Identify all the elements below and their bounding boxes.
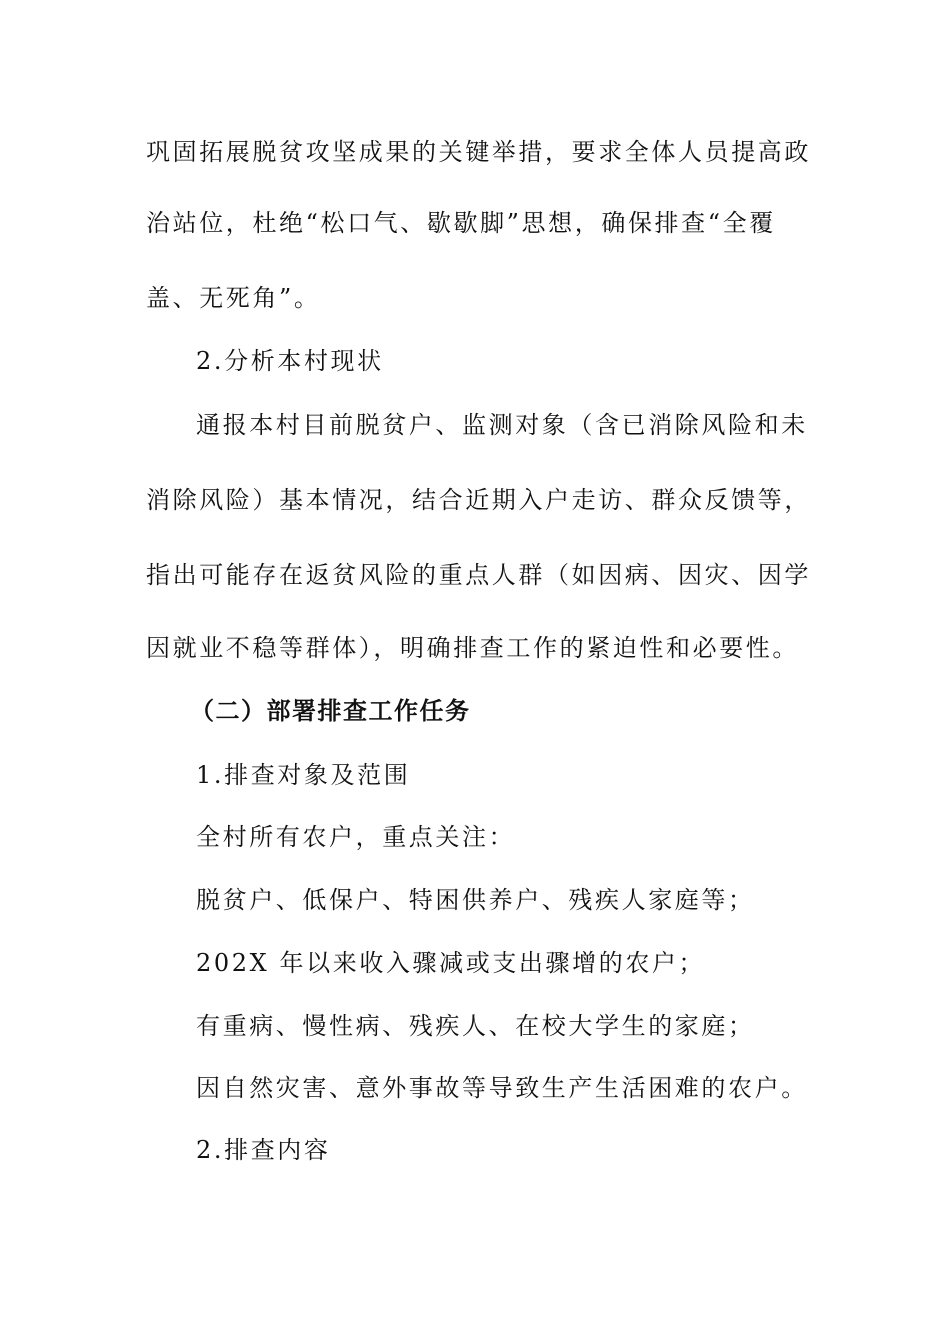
paragraph-line: 巩固拓展脱贫攻坚成果的关键举措，要求全体人员提高政 [146,138,811,166]
list-item: 202X 年以来收入骤减或支出骤增的农户； [196,949,706,977]
subheading: 2.分析本村现状 [196,347,384,375]
subheading: 1.排查对象及范围 [196,761,411,789]
list-item: 有重病、慢性病、残疾人、在校大学生的家庭； [196,1012,755,1040]
paragraph-line: 指出可能存在返贫风险的重点人群（如因病、因灾、因学 [146,561,811,589]
paragraph-line: 通报本村目前脱贫户、监测对象（含已消除风险和未 [196,411,808,439]
paragraph-line: 消除风险）基本情况，结合近期入户走访、群众反馈等， [146,486,811,514]
list-item: 因自然灾害、意外事故等导致生产生活困难的农户。 [196,1074,808,1102]
list-item: 脱贫户、低保户、特困供养户、残疾人家庭等； [196,886,755,914]
paragraph-line: 因就业不稳等群体），明确排查工作的紧迫性和必要性。 [146,634,799,662]
subheading: 2.排查内容 [196,1136,331,1164]
paragraph-line: 治站位，杜绝“松口气、歇歇脚”思想，确保排查“全覆 [146,209,776,237]
scope-intro: 全村所有农户，重点关注： [196,823,516,851]
section-heading: （二）部署排查工作任务 [190,696,471,725]
paragraph-line: 盖、无死角”。 [146,284,321,312]
